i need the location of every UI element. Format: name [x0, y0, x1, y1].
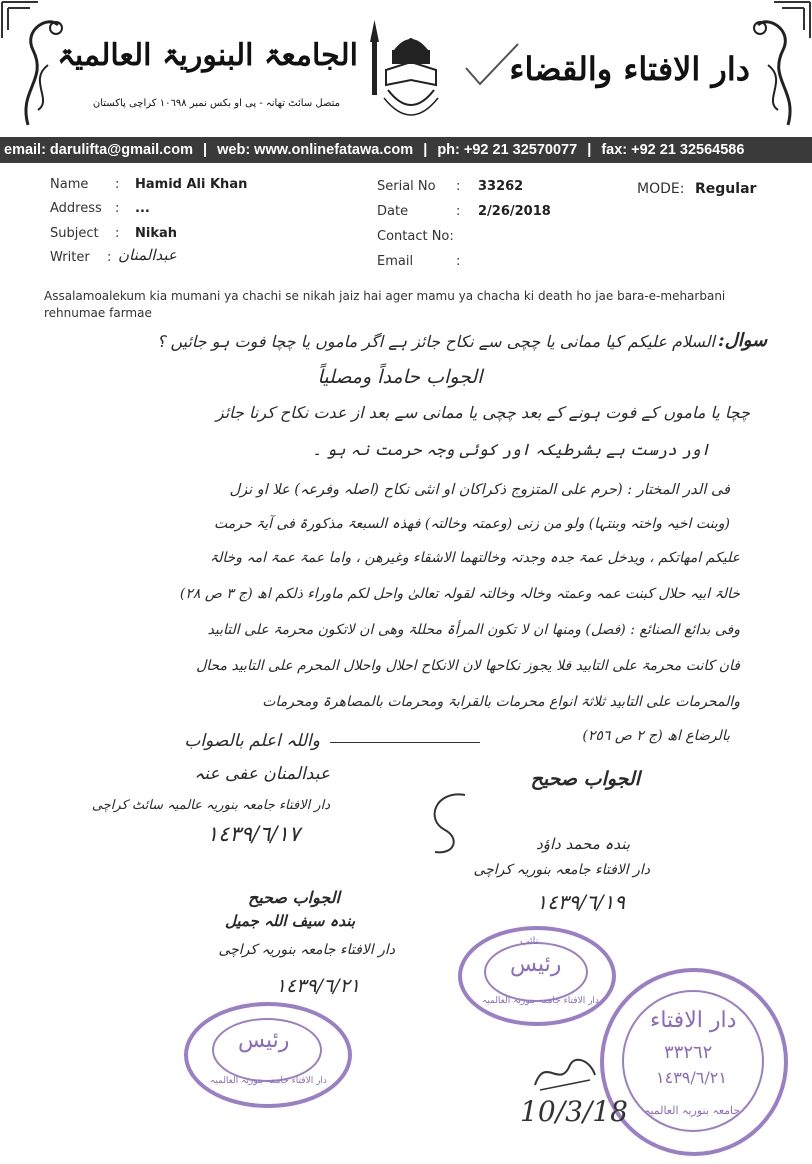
question-text: السلام علیکم کیا ممانی یا چچی سے نکاح جائز ہے اگر ماموں یا چچا فوت ہو جائیں ؟ — [156, 332, 715, 351]
stamp-ring-text: دار الافتاء جامعہ بنوریہ العالمیہ — [210, 1076, 327, 1086]
separator: | — [423, 142, 428, 158]
email-colon: : — [456, 254, 461, 269]
mode-value: Regular — [695, 181, 757, 197]
department-name: دار الافتاء والقضاء — [509, 50, 750, 88]
name-value: Hamid Ali Khan — [135, 177, 248, 192]
writer-value: عبدالمنان — [118, 246, 177, 264]
second-approval-date: ١٤٣٩/٦/٢١ — [275, 975, 360, 997]
date-colon: : — [456, 204, 461, 219]
stamp-title-text: دار الافتاء — [650, 1008, 737, 1033]
approval-institute: دار الافتاء جامعہ بنوریہ کراچی — [473, 862, 650, 878]
stamp-ring-text: دار الافتاء جامعہ بنوریہ العالمیہ — [482, 996, 599, 1006]
mode-label: MODE: — [637, 181, 685, 197]
rais-stamp — [184, 1002, 352, 1108]
email-label: Email — [377, 254, 414, 269]
mufti-name: عبدالمنان عفی عنہ — [194, 764, 330, 784]
serial-label: Serial No — [377, 179, 436, 194]
contact-email: email: darulifta@gmail.com — [4, 142, 193, 158]
darulifta-seal-stamp — [600, 968, 788, 1156]
reference-2-line-4: بالرضاع اھ (ج ٢ ص ٢٥٦) — [582, 728, 730, 744]
second-approval-signature: بندہ سیف اللہ جمیل — [225, 912, 355, 930]
reference-2-line-2: فان کانت محرمۃ علی التابید فلا یجوز نکاحھا لان الانکاح احلال واحلال المحرم علی التابید محال — [196, 658, 740, 674]
second-approval-institute: دار الافتاء جامعہ بنوریہ کراچی — [218, 942, 395, 958]
subject-colon: : — [115, 226, 120, 241]
right-corner-ornament-icon — [772, 0, 812, 40]
closing-phrase: واللہ اعلم بالصواب — [184, 731, 320, 751]
name-label: Name — [50, 177, 89, 192]
reference-2-line-3: والمحرمات علی التابید ثلاثۃ انواع محرمات بالقرابۃ ومحرمات بالمصاھرۃ ومحرمات — [262, 694, 740, 710]
serial-colon: : — [456, 179, 461, 194]
reference-2-line-1: وفی بدائع الصنائع : (فصل) ومنھا ان لا تکون المرأۃ محللۃ وھی ان لاتکون محرمۃ علی التابید — [207, 622, 740, 638]
contact-fax: fax: +92 21 32564586 — [601, 142, 745, 158]
contact-bar — [0, 137, 812, 163]
subject-value: Nikah — [135, 226, 178, 241]
fields-block — [0, 170, 812, 270]
stamp-main-text: رئیس — [238, 1028, 290, 1053]
contact-label: Contact No: — [377, 229, 454, 244]
reference-1-line-3: علیکم امھاتکم ، ویدخل عمۃ جدہ وجدتہ وخالتھما الاشقاء وغیرھن ، واما عمۃ عمۃ امہ وخالۃ — [209, 550, 740, 566]
letterhead — [0, 0, 812, 137]
institute-name: الجامعۃ البنوریۃ العالمیۃ — [57, 38, 358, 73]
answer-divider — [330, 742, 480, 743]
answer-line-2: اور درست ہے بشرطیکہ اور کوئی وجہ حرمت نہ ہو ۔ — [312, 440, 710, 459]
answer-line-1: چچا یا ماموں کے فوت ہونے کے بعد چچی یا ممانی سے بعد از عدت نکاح کرنا جائز — [215, 403, 750, 422]
stamp-main-text: رئیس — [510, 952, 562, 977]
second-approval-heading: الجواب صحیح — [247, 888, 340, 907]
final-date: 10/3/18 — [520, 1095, 628, 1128]
query-text: Assalamoalekum kia mumani ya chachi se nikah jaiz hai ager mamu ya chacha ki death ho jae bara-e-meharbani rehnumae farmae — [44, 289, 726, 320]
left-corner-ornament-icon — [0, 0, 40, 40]
writer-colon: : — [107, 250, 112, 265]
question-label: سوال: — [718, 330, 768, 351]
address-label: Address — [50, 201, 102, 216]
contact-web: web: www.onlinefatawa.com — [217, 142, 414, 158]
reference-1-line-2: (وبنت اخیہ واختہ وبنتہا) ولو من زنی (وعمتہ وخالتہ) فھذہ السبعۃ مذکورۃ فی آیۃ حرمت — [213, 516, 730, 532]
writer-label: Writer — [50, 250, 90, 265]
stamp-top-text: نائب — [520, 936, 539, 947]
approval-signature: بندہ محمد داؤد — [536, 835, 630, 853]
naib-rais-stamp — [458, 926, 616, 1026]
subject-label: Subject — [50, 226, 99, 241]
address-colon: : — [115, 201, 120, 216]
answer-heading: الجواب حامداً ومصلیاً — [317, 366, 483, 388]
contact-phone: ph: +92 21 32570077 — [437, 142, 578, 158]
approval-date: ١٤٣٩/٦/١٩ — [536, 890, 625, 914]
date-label: Date — [377, 204, 409, 219]
mufti-date: ١٤٣٩/٦/١٧ — [206, 822, 300, 846]
mufti-institute: دار الافتاء جامعہ بنوریہ عالمیہ سائٹ کراچی — [91, 798, 330, 813]
separator: | — [203, 142, 208, 158]
institute-address: متصل سائٹ تھانہ - پی او بکس نمبر ١٠٦٩٨ کراچی پاکستان — [92, 98, 340, 109]
stamp-serial-text: ٣٣٢٦٢ — [664, 1042, 713, 1063]
separator: | — [587, 142, 592, 158]
final-signature-icon — [530, 1050, 600, 1095]
approval-heading: الجواب صحیح — [530, 768, 640, 790]
name-colon: : — [115, 177, 120, 192]
mosque-logo-icon — [366, 10, 456, 128]
serial-value: 33262 — [478, 179, 524, 194]
stamp-ring-text: جامعہ بنوریہ العالمیہ — [644, 1104, 741, 1117]
date-value: 2/26/2018 — [478, 204, 551, 219]
reference-1-line-4: خالۃ ابیہ حلال کبنت عمہ وعمتہ وخالہ وخالتہ لقولہ تعالیٰ واحل لکم ماوراء ذلکم اھ (ج ٣ ص ٢٨) — [179, 586, 740, 602]
stamp-date-text: ١٤٣٩/٦/٢١ — [656, 1068, 727, 1087]
reference-1-line-1: فی الدر المختار : (حرم علی المتزوج ذکراکان او انثی نکاح (اصلہ وفرعہ) علا او نزل — [229, 482, 730, 498]
address-value: ... — [135, 201, 150, 216]
